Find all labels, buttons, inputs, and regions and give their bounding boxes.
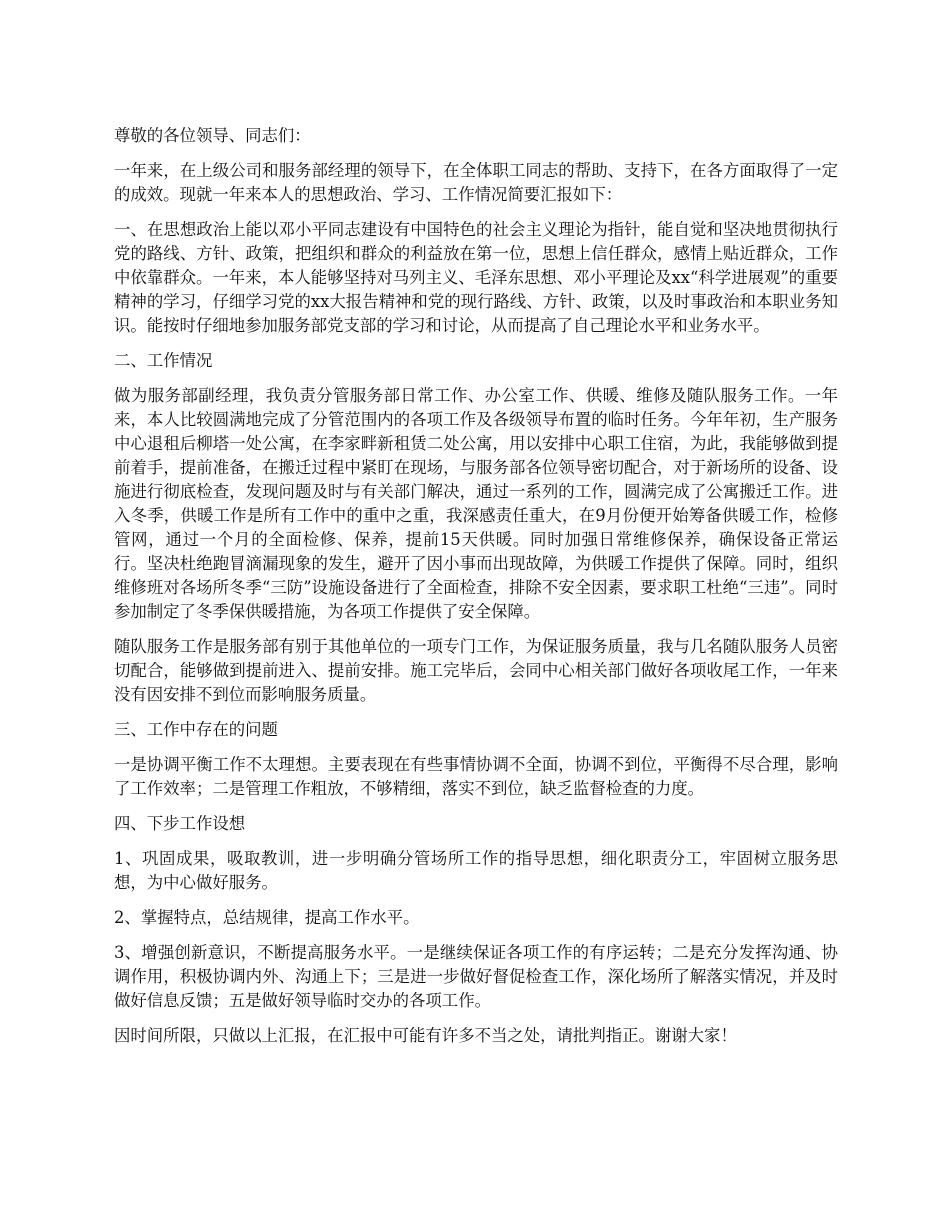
plan-item-1: 1、巩固成果，吸取教训，进一步明确分管场所工作的指导思想，细化职责分工，牢固树立服务思想，为中心做好服务。 (114, 849, 838, 892)
work-paragraph-2: 随队服务工作是服务部有别于其他单位的一项专门工作，为保证服务质量，我与几名随队服务人员密切配合，能够做到提前进入、提前安排。施工完毕后，会同中心相关部门做好各项收尾工作，一年来没有因安排不到位而影响服务质量。 (114, 637, 838, 704)
section-3-heading: 三、工作中存在的问题 (114, 720, 278, 739)
plan-item-3: 3、增强创新意识，不断提高服务水平。一是继续保证各项工作的有序运转；二是充分发挥沟通、协调作用，积极协调内外、沟通上下；三是进一步做好督促检查工作，深化场所了解落实情况，并及时做好信息反馈；五是做好领导临时交办的各项工作。 (114, 943, 838, 1010)
problems-paragraph: 一是协调平衡工作不太理想。主要表现在有些事情协调不全面，协调不到位，平衡得不尽合理，影响了工作效率；二是管理工作粗放，不够精细，落实不到位，缺乏监督检查的力度。 (114, 755, 838, 798)
section-1-paragraph: 一、在思想政治上能以邓小平同志建设有中国特色的社会主义理论为指针，能自觉和坚决地贯彻执行党的路线、方针、政策，把组织和群众的利益放在第一位，思想上信任群众，感情上贴近群众，工作中依靠群众。一年来，本人能够坚持对马列主义、毛泽东思想、邓小平理论及xx“科学进展观”的重要精神的学习，仔细学习党的xx大报告精神和党的现行路线、方针、政策，以及时事政治和本职业务知识。能按时仔细地参加服务部党支部的学习和讨论，从而提高了自己理论水平和业务水平。 (114, 220, 838, 335)
section-4-heading: 四、下步工作设想 (114, 814, 246, 833)
intro-paragraph: 一年来，在上级公司和服务部经理的领导下，在全体职工同志的帮助、支持下，在各方面取得了一定的成效。现就一年来本人的思想政治、学习、工作情况简要汇报如下： (114, 161, 838, 204)
document-body (114, 124, 838, 1059)
plan-item-2: 2、掌握特点，总结规律，提高工作水平。 (114, 908, 420, 927)
closing-paragraph: 因时间所限，只做以上汇报，在汇报中可能有许多不当之处，请批判指正。谢谢大家！ (114, 1026, 737, 1045)
salutation: 尊敬的各位领导、同志们： (114, 126, 311, 145)
section-2-heading: 二、工作情况 (114, 351, 213, 370)
work-paragraph-1: 做为服务部副经理，我负责分管服务部日常工作、办公室工作、供暖、维修及随队服务工作。一年来，本人比较圆满地完成了分管范围内的各项工作及各级领导布置的临时任务。今年年初，生产服务中心退租后柳塔一处公寓，在李家畔新租赁二处公寓，用以安排中心职工住宿，为此，我能够做到提前着手，提前准备，在搬迁过程中紧盯在现场，与服务部各位领导密切配合，对于新场所的设备、设施进行彻底检查，发现问题及时与有关部门解决，通过一系列的工作，圆满完成了公寓搬迁工作。进入冬季，供暖工作是所有工作中的重中之重，我深感责任重大，在9月份便开始筹备供暖工作，检修管网，通过一个月的全面检修、保养，提前15天供暖。同时加强日常维修保养，确保设备正常运行。坚决杜绝跑冒滴漏现象的发生，避开了因小事而出现故障，为供暖工作提供了保障。同时，组织维修班对各场所冬季“三防”设施设备进行了全面检查，排除不安全因素，要求职工杜绝“三违”。同时参加制定了冬季保供暖措施，为各项工作提供了安全保障。 (114, 386, 838, 621)
